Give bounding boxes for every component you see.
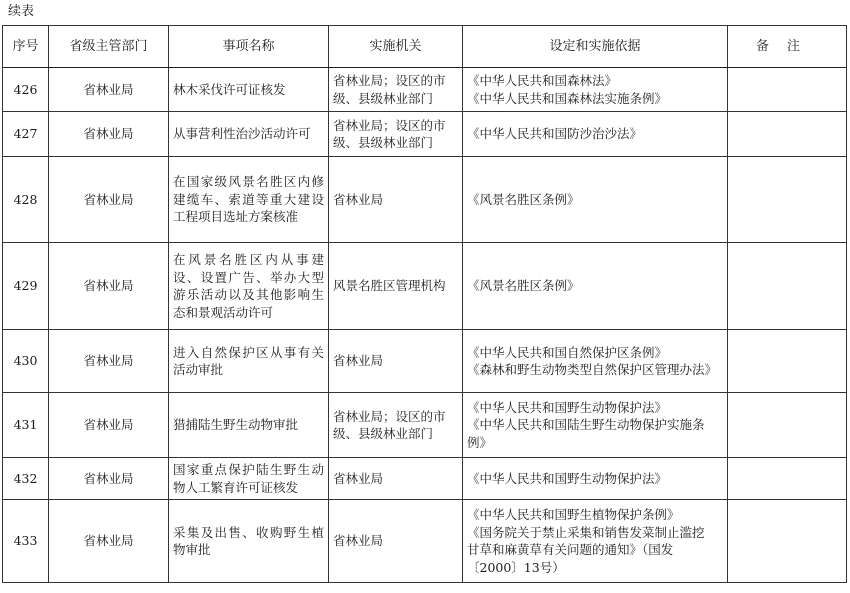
dept-text: 省林业局	[83, 191, 134, 207]
agency-line: 省林业局	[333, 353, 384, 369]
basis-line: 《中华人民共和国防沙治沙法》	[467, 126, 643, 142]
table-row	[3, 458, 847, 500]
item-name-line: 设、设置广告、举办大型	[173, 269, 324, 285]
item-name-line: 林木采伐许可证核发	[173, 81, 286, 97]
cell-item-name	[169, 458, 329, 500]
item-name-line: 活动审批	[173, 362, 224, 377]
basis-line: 《风景名胜区条例》	[467, 278, 580, 294]
cell-item-name	[169, 500, 329, 583]
basis-line: 《中华人民共和国野生植物保护条例》	[467, 507, 680, 522]
agency-line: 省林业局；设区的市	[333, 117, 446, 133]
cell-dept	[49, 157, 169, 243]
agency-line: 级、县级林业部门	[333, 135, 434, 150]
cell-seq	[3, 243, 49, 330]
item-name-line: 在风景名胜区内从事建	[173, 252, 324, 267]
item-name-line: 采集及出售、收购野生植	[173, 524, 324, 540]
table-row	[3, 68, 847, 112]
cell-agency	[329, 157, 463, 243]
table-row	[3, 330, 847, 393]
cell-seq	[3, 157, 49, 243]
cell-remarks	[728, 243, 847, 330]
cell-item-name	[169, 393, 329, 458]
cell-dept	[49, 458, 169, 500]
agency-line: 级、县级林业部门	[333, 90, 434, 106]
cell-agency	[329, 68, 463, 112]
agency-line: 省林业局；设区的市	[333, 73, 446, 88]
cell-basis	[463, 458, 728, 500]
header-item-name: 事项名称	[169, 26, 329, 68]
cell-remarks	[728, 330, 847, 393]
dept-text: 省林业局	[83, 417, 134, 433]
cell-item-name	[169, 330, 329, 393]
table-row	[3, 393, 847, 458]
table-row	[3, 243, 847, 330]
dept-text: 省林业局	[83, 81, 134, 97]
basis-line: 《风景名胜区条例》	[467, 191, 580, 207]
cell-seq	[3, 393, 49, 458]
cell-dept	[49, 112, 169, 157]
seq-text: 428	[13, 191, 38, 207]
seq-text: 430	[13, 353, 38, 369]
cell-basis	[463, 68, 728, 112]
basis-line: 《中华人民共和国森林法》	[467, 73, 618, 88]
cell-item-name	[169, 68, 329, 112]
cell-agency	[329, 243, 463, 330]
basis-line: 《中华人民共和国野生动物保护法》	[467, 399, 668, 415]
dept-text: 省林业局	[83, 278, 134, 294]
cell-basis	[463, 243, 728, 330]
cell-remarks	[728, 393, 847, 458]
table-row	[3, 112, 847, 157]
cell-remarks	[728, 458, 847, 500]
agency-line: 省林业局；设区的市	[333, 408, 446, 424]
cell-dept	[49, 500, 169, 583]
item-name-line: 态和景观活动许可	[173, 304, 274, 320]
agency-line: 省林业局	[333, 533, 384, 549]
cell-remarks	[728, 112, 847, 157]
cell-agency	[329, 112, 463, 157]
cell-item-name	[169, 243, 329, 330]
basis-line: 《中华人民共和国自然保护区条例》	[467, 344, 668, 360]
item-name-line: 在国家级风景名胜区内修	[173, 174, 324, 190]
cell-seq	[3, 458, 49, 500]
item-name-line: 游乐活动以及其他影响生	[173, 287, 324, 302]
header-remarks: 备注	[728, 26, 847, 68]
agency-line: 级、县级林业部门	[333, 426, 434, 441]
cell-basis	[463, 393, 728, 458]
basis-line: 例》	[467, 434, 493, 450]
item-name-line: 建缆车、索道等重大建设	[173, 191, 324, 207]
cell-item-name	[169, 157, 329, 243]
item-name-line: 进入自然保护区从事有关	[173, 344, 324, 360]
basis-line: 〔2000〕13号）	[467, 559, 565, 575]
agency-line: 省林业局	[333, 470, 384, 486]
cell-dept	[49, 243, 169, 330]
agency-line: 省林业局	[333, 191, 384, 207]
header-agency: 实施机关	[329, 26, 463, 68]
cell-agency	[329, 330, 463, 393]
dept-text: 省林业局	[83, 126, 134, 142]
item-name-line: 从事营利性治沙活动许可	[173, 126, 311, 142]
table-row	[3, 500, 847, 583]
cell-basis	[463, 330, 728, 393]
seq-text: 426	[13, 81, 38, 97]
item-name-line: 物人工繁育许可证核发	[173, 479, 299, 495]
cell-dept	[49, 393, 169, 458]
cell-agency	[329, 458, 463, 500]
item-name-line: 猎捕陆生野生动物审批	[173, 417, 299, 433]
cell-agency	[329, 393, 463, 458]
item-name-line: 工程项目选址方案核准	[173, 209, 299, 225]
cell-seq	[3, 500, 49, 583]
cell-basis	[463, 157, 728, 243]
basis-line: 《中华人民共和国森林法实施条例》	[467, 90, 668, 106]
table-caption: 续表	[8, 4, 35, 19]
cell-remarks	[728, 68, 847, 112]
basis-line: 《森林和野生动物类型自然保护区管理办法》	[467, 362, 718, 377]
cell-seq	[3, 112, 49, 157]
basis-line: 《中华人民共和国陆生野生动物保护实施条	[467, 417, 705, 433]
cell-dept	[49, 68, 169, 112]
dept-text: 省林业局	[83, 533, 134, 549]
basis-line: 《中华人民共和国野生动物保护法》	[467, 470, 668, 486]
cell-remarks	[728, 500, 847, 583]
approval-items-table	[2, 25, 847, 583]
cell-basis	[463, 500, 728, 583]
agency-line: 风景名胜区管理机构	[333, 278, 446, 294]
table-body	[3, 68, 847, 583]
seq-text: 433	[13, 533, 38, 549]
header-seq: 序号	[3, 26, 49, 68]
table-header-row	[3, 26, 847, 68]
item-name-line: 国家重点保护陆生野生动	[173, 462, 324, 477]
dept-text: 省林业局	[83, 353, 134, 369]
seq-text: 427	[13, 126, 38, 142]
cell-remarks	[728, 157, 847, 243]
basis-line: 《国务院关于禁止采集和销售发菜制止滥挖	[467, 524, 705, 540]
cell-agency	[329, 500, 463, 583]
dept-text: 省林业局	[83, 470, 134, 486]
cell-item-name	[169, 112, 329, 157]
cell-basis	[463, 112, 728, 157]
header-basis: 设定和实施依据	[463, 26, 728, 68]
cell-dept	[49, 330, 169, 393]
seq-text: 431	[13, 417, 38, 433]
item-name-line: 物审批	[173, 542, 211, 557]
header-dept: 省级主管部门	[49, 26, 169, 68]
cell-seq	[3, 68, 49, 112]
seq-text: 432	[13, 470, 38, 486]
seq-text: 429	[13, 278, 38, 294]
basis-line: 甘草和麻黄草有关问题的通知》（国发	[467, 542, 674, 557]
cell-seq	[3, 330, 49, 393]
table-row	[3, 157, 847, 243]
